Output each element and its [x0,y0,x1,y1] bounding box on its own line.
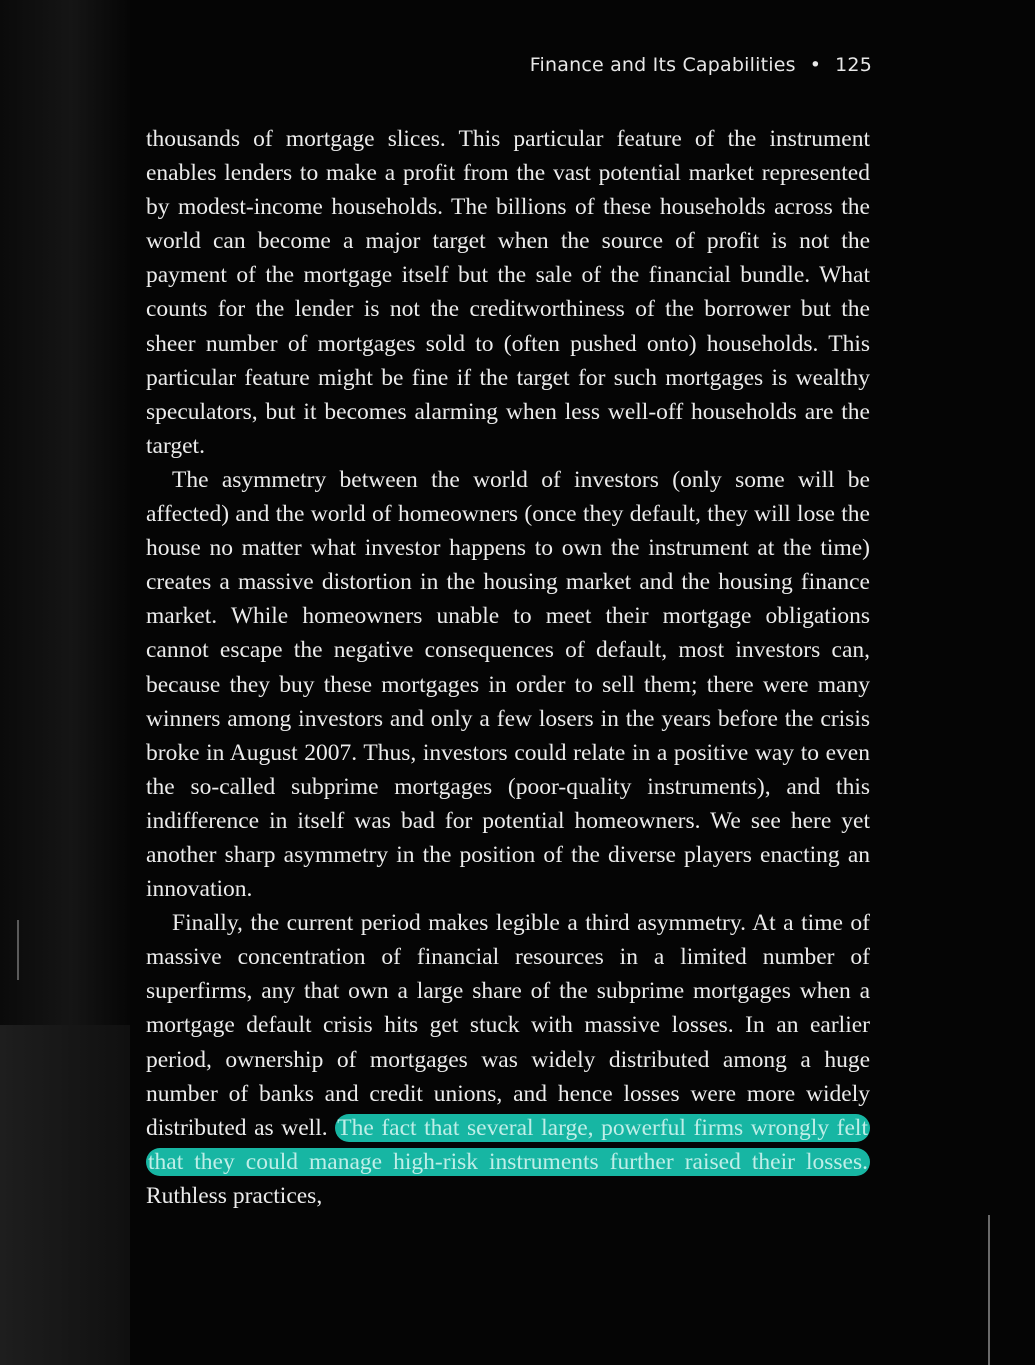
paragraph-3 [146,906,870,1213]
paragraph-3-text: Finally, the current period makes legible a third asymmetry. At a time of massive concentration of financial resources in a limited number of superfirms, any that own a large share of the subprime mortgages when a mortgage default crisis hits get stuck with massive losses. In an earlier period, ownership of mortgages was widely distributed among a huge number of banks and credit unions, and hence losses were more widely distributed as well. [146,910,870,1141]
running-head-separator: • [809,54,822,76]
page-gutter-shadow-lower [0,1025,130,1365]
paragraph-2: The asymmetry between the world of investors (only some will be affected) and the world of homeowners (once they default, they will lose the house no matter what investor happens to own the instrument at the time) creates a massive distortion in the housing market and the housing finance market. While homeowners unable to meet their mortgage obligations cannot escape the negative consequences of default, most investors can, because they buy these mortgages in order to sell them; there were many winners among investors and only a few losers in the years before the crisis broke in August 2007. Thus, investors could relate in a positive way to even the so-called subprime mortgages (poor-quality instruments), and this indifference in itself was bad for potential homeowners. We see here yet another sharp asymmetry in the position of the diverse players enacting an innovation. [146,466,870,903]
page-edge-mark [17,920,19,980]
paragraph-3-continuation: Ruthless practices, [146,1182,323,1209]
highlighted-passage[interactable]: The fact that several large, powerful firms wrongly felt that they could manage high-risk instruments further raised their losses. [148,1114,868,1175]
page-edge-mark-right [988,1215,990,1365]
body-text [146,122,870,1213]
running-head-title: Finance and Its Capabilities [529,54,796,76]
page-number: 125 [835,54,872,76]
running-head [470,54,872,76]
paragraph-1: thousands of mortgage slices. This particular feature of the instrument enables lenders to make a profit from the vast potential market represented by modest-income households. The billions of these households across the world can become a major target when the source of profit is not the payment of the mortgage itself but the sale of the financial bundle. What counts for the lender is not the creditworthiness of the borrower but the sheer number of mortgages sold to (often pushed onto) households. This particular feature might be fine if the target for such mortgages is wealthy speculators, but it becomes alarming when less well-off households are the target. [146,126,870,459]
